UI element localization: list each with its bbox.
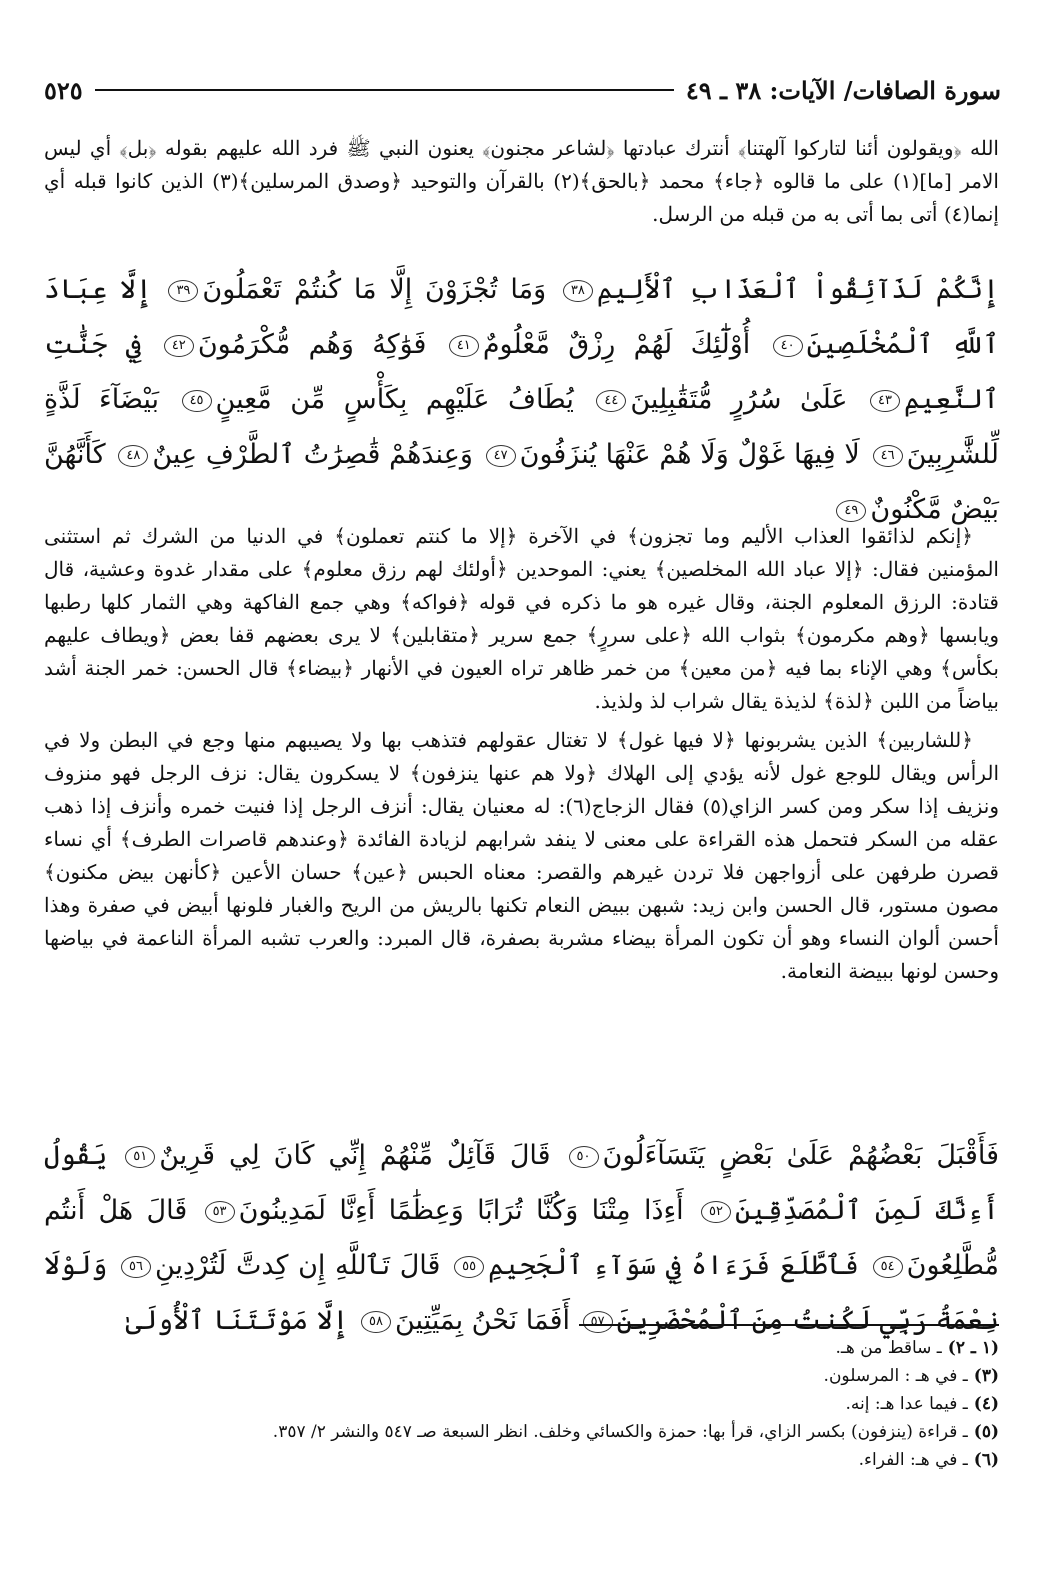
ayah-number: ٥٢: [701, 1201, 731, 1223]
quran-verses-50-59: [44, 1128, 999, 1348]
commentary-block-1: [44, 132, 999, 231]
header-rule: [95, 89, 674, 91]
ayah-number: ٤٧: [486, 445, 516, 467]
ayah-number: ٤٨: [118, 445, 148, 467]
verse-46: بَيْضَآءَ لَذَّةٍ لِّلشَّٰرِبِينَ٤٦: [44, 384, 999, 470]
ayah-number: ٤٤: [596, 390, 626, 412]
ayah-number: ٥١: [125, 1146, 155, 1168]
ayah-number: ٥٦: [121, 1256, 151, 1278]
verse-54: قَالَ هَلْ أَنتُم مُّطَّلِعُونَ٥٤: [44, 1195, 1000, 1281]
verse-42: فَوَٰكِهُ وَهُم مُّكْرَمُونَ٤٢: [160, 329, 427, 360]
verse-58: أَفَمَا نَحْنُ بِمَيِّتِينَ٥٨: [357, 1305, 570, 1336]
ayah-number: ٤٢: [164, 335, 194, 357]
ayah-number: ٤٩: [836, 500, 866, 522]
ayah-number: ٤٠: [773, 335, 803, 357]
footnote-6: (٦)ـ في هـ: الفراء.: [858, 1450, 999, 1470]
verse-55: فَٱطَّلَعَ فَرَءَاهُ فِي سَوَآءِ ٱلْجَحِيمِ٥٥: [450, 1250, 859, 1281]
ayah-number: ٥٤: [873, 1256, 903, 1278]
verse-41: أُوْلَٰٓئِكَ لَهُمْ رِزْقٌ مَّعْلُومٌ٤١: [445, 329, 750, 360]
ayah-number: ٣٨: [563, 280, 593, 302]
verse-49: كَأَنَّهُنَّ بَيْضٌ مَّكْنُونٌ٤٩: [44, 439, 999, 525]
commentary-paragraph: ﴿إنكم لذائقوا العذاب الأليم وما تجزون﴾ في الآخرة ﴿إلا ما كنتم تعملون﴾ في الدنيا من الشرك ثم استثنى المؤمنين فقال: ﴿إلا عباد الله المخلصين﴾ يعني: الموحدين ﴿أولئك لهم رزق معلوم﴾ على مقدار غدوة وعشية، قال قتادة: الرزق المعلوم الجنة، وقال غيره هو ما ذكره في قوله ﴿فواكه﴾ وهي جمع الفاكهة وهي الثمار كلها رطبها ويابسها ﴿وهم مكرمون﴾ بثواب الله ﴿على سررٍ﴾ جمع سرير ﴿متقابلين﴾ لا يرى بعضهم قفا بعض ﴿ويطاف عليهم بكأس﴾ وهي الإناء بما فيه ﴿من معين﴾ من خمر ظاهر تراه العيون في الأنهار ﴿بيضاء﴾ قال الحسن: خمر الجنة أشد بياضاً من اللبن ﴿لذة﴾ لذيذة يقال شراب لذ ولذيذ.: [44, 524, 999, 713]
ayah-number: ٥٧: [583, 1311, 613, 1333]
verse-52: يَقُولُ أَءِنَّكَ لَمِنَ ٱلْمُصَدِّقِينَ٥٢: [44, 1140, 999, 1226]
ayah-number: ٥٠: [569, 1146, 599, 1168]
ayah-number: ٥٨: [361, 1311, 391, 1333]
verse-48: وَعِندَهُمْ قَٰصِرَٰتُ ٱلطَّرْفِ عِينٌ٤٨: [114, 439, 473, 470]
verse-56: قَالَ تَٱللَّهِ إِن كِدتَّ لَتُرْدِينِ٥٦: [117, 1250, 441, 1281]
footnote-1-2: (١ ـ ٢)ـ ساقط من هـ.: [835, 1338, 999, 1358]
verse-45: يُطَافُ عَلَيْهِم بِكَأْسٍ مِّن مَّعِينٍ٤٥: [178, 384, 574, 415]
ayah-number: ٣٩: [168, 280, 198, 302]
footnote-3: (٣)ـ في هـ : المرسلون.: [823, 1366, 999, 1386]
footnote-separator: [579, 1324, 999, 1326]
verse-44: عَلَىٰ سُرُرٍ مُّتَقَٰبِلِينَ٤٤: [592, 384, 847, 415]
ayah-number: ٤٣: [870, 390, 900, 412]
commentary-paragraph: الله ﴿ويقولون أئنا لتاركوا آلهتنا﴾ أنترك عبادتها ﴿لشاعر مجنون﴾ يعنون النبي ﷺ فرد الله عليهم بقوله ﴿بل﴾ أي ليس الامر [ما](١) على ما قالوه ﴿جاء﴾ محمد ﴿بالحق﴾(٢) بالقرآن والتوحيد ﴿وصدق المرسلين﴾(٣) الذين كانوا قبله أي إنما(٤) أتى بما أتى به من قبله من الرسل.: [44, 136, 999, 226]
ayah-number: ٤٦: [873, 445, 903, 467]
running-title: سورة الصافات/ الآيات: ٣٨ ـ ٤٩: [685, 75, 1001, 105]
verse-43: فِي جَنَّٰتِ ٱلنَّعِيمِ٤٣: [44, 329, 999, 415]
commentary-paragraph: ﴿للشاربين﴾ الذين يشربونها ﴿لا فيها غول﴾ لا تغتال عقولهم فتذهب بها ولا يصيبهم منها وجع في البطن ولا في الرأس ويقال للوجع غول لأنه يؤدي إلى الهلاك ﴿ولا هم عنها ينزفون﴾ لا يسكرون يقال: نزف الرجل فهو منزوف ونزيف إذا سكر ومن كسر الزاي(٥) فقال الزجاج(٦): له معنيان يقال: أنزف الرجل إذا فنيت خمره وأنزف إذا ذهب عقله من السكر فتحمل هذه القراءة على معنى لا ينفد شرابهم لزيادة الفائدة ﴿وعندهم قاصرات الطرف﴾ أي نساء قصرن طرفهن على أزواجهن فلا تردن غيرهم والقصر: معناه الحبس ﴿عين﴾ حسان الأعين ﴿كأنهن بيض مكنون﴾ مصون مستور، قال الحسن وابن زيد: شبهن ببيض النعام تكنها بالريش من الريح والغبار فلونها أبيض في صفرة وهذا أحسن ألوان النساء وهو أن تكون المرأة بيضاء مشربة بصفرة، قال المبرد: والعرب تشبه المرأة الناعمة في بياضها وحسن لونها ببيضة النعامة.: [44, 728, 999, 983]
verse-38: إِنَّكُمْ لَذَآئِقُواْ ٱلْعَذَابِ ٱلْأَلِيمِ٣٨: [559, 274, 999, 305]
footnotes: [44, 1334, 999, 1474]
verse-50: فَأَقْبَلَ بَعْضُهُمْ عَلَىٰ بَعْضٍ يَتَسَآءَلُونَ٥٠: [565, 1140, 1000, 1171]
footnote-5: (٥)ـ قراءة (ينزفون) بكسر الزاي، قرأ بها: حمزة والكسائي وخلف. انظر السبعة صـ ٥٤٧ والنشر ٢/ ٣٥٧.: [272, 1422, 999, 1442]
verse-57: وَلَوْلَا نِعْمَةُ رَبِّي لَكُنتُ مِنَ ٱلْمُحْضَرِينَ٥٧: [44, 1250, 999, 1336]
commentary-block-2: [44, 520, 999, 988]
quran-verses-38-49: [44, 262, 999, 537]
verse-40: إِلَّا عِبَادَ ٱللَّهِ ٱلْمُخْلَصِينَ٤٠: [44, 274, 1000, 360]
ayah-number: ٥٣: [205, 1201, 235, 1223]
page-number: ٥٢٥: [44, 75, 83, 105]
verse-59-start: إِلَّا مَوْتَتَنَا ٱلْأُولَىٰ: [125, 1305, 349, 1336]
ayah-number: ٤١: [449, 335, 479, 357]
footnote-4: (٤)ـ فيما عدا هـ: إنه.: [845, 1394, 999, 1414]
page-header: [44, 72, 1001, 108]
verse-51: قَالَ قَآئِلٌ مِّنْهُمْ إِنِّي كَانَ لِي قَرِينٌ٥١: [121, 1140, 550, 1171]
ayah-number: ٤٥: [182, 390, 212, 412]
verse-39: وَمَا تُجْزَوْنَ إِلَّا مَا كُنتُمْ تَعْمَلُونَ٣٩: [164, 274, 546, 305]
verse-53: أَءِذَا مِتْنَا وَكُنَّا تُرَابًا وَعِظَٰمًا أَءِنَّا لَمَدِينُونَ٥٣: [201, 1195, 684, 1226]
ayah-number: ٥٥: [454, 1256, 484, 1278]
verse-47: لَا فِيهَا غَوْلٌ وَلَا هُمْ عَنْهَا يُنزَفُونَ٤٧: [482, 439, 860, 470]
